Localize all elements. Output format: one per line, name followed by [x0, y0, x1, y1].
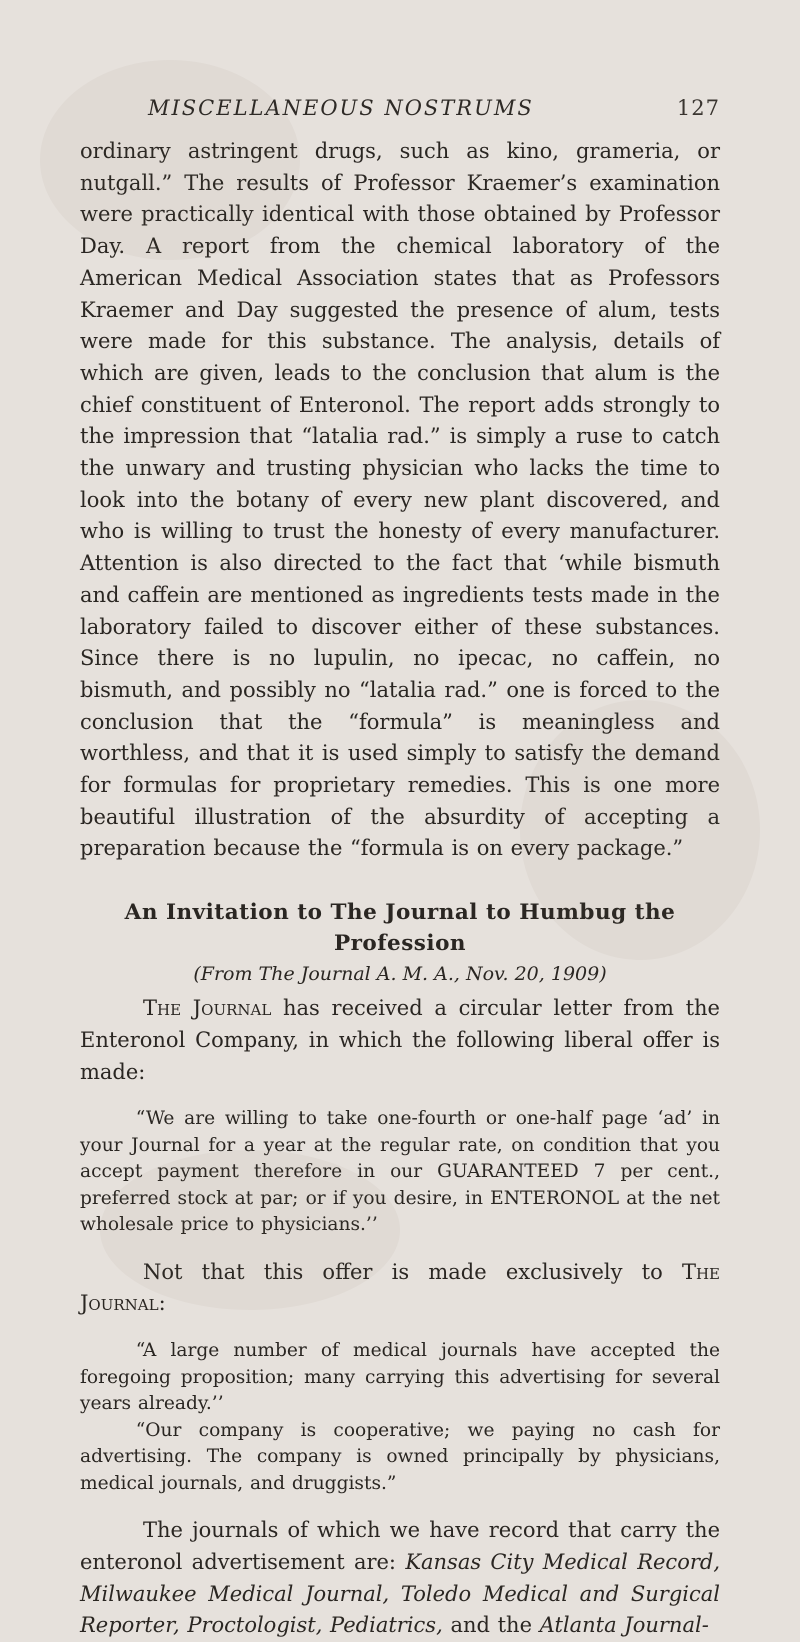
- paragraph-text: :: [158, 1291, 166, 1316]
- running-head: [148, 96, 720, 126]
- journal-name: The Journal: [80, 1259, 720, 1316]
- quoted-claim: “Our company is cooperative; we paying no cash for advertising. The company is owned principally by physicians, medical journals, and druggists.”: [80, 1419, 720, 1494]
- body-paragraph: [80, 1515, 720, 1642]
- journal-list: Atlanta Journal-: [539, 1613, 709, 1638]
- body-paragraph: [80, 993, 720, 1088]
- body-paragraph: ordinary astringent drugs, such as kino, grameria, or nutgall.” The results of Professor Kraemer’s examination were practically identical with those obtained by Professor Day. A report from the chemical laboratory of the American Medical Association states that as Professors Kraemer and Day suggested the presence of alum, tests were made for this substance. The analysis, details of which are given, leads to the conclusion that alum is the chief constituent of Enteronol. The report adds strongly to the impression that “latalia rad.” is simply a ruse to catch the unwary and trusting physician who lacks the time to look into the botany of every new plant discovered, and who is willing to trust the honesty of every manufacturer. Attention is also directed to the fact that ‘while bismuth and caffein are mentioned as ingredients tests made in the laboratory failed to discover either of these substances. Since there is no lupulin, no ipecac, no caffein, no bismuth, and possibly no “latalia rad.” one is forced to the conclusion that the “formula” is meaningless and worthless, and that it is used simply to satisfy the demand for formulas for proprietary remedies. This is one more beautiful illustration of the absurdity of accepting a preparation because the “formula is on every package.”: [80, 139, 720, 861]
- body-paragraph: [80, 1257, 720, 1320]
- quoted-offer: “We are willing to take one-fourth or one-half page ‘ad’ in your Journal for a year at the regular rate, on condition that you accept payment therefore in our GUARANTEED 7 per cent., preferred stock at par; or if you desire, in ENTERONOL at the net wholesale price to physicians.’’: [80, 1108, 720, 1236]
- running-title: MISCELLANEOUS NOSTRUMS: [148, 96, 534, 120]
- page-number: 127: [676, 96, 720, 120]
- paragraph-text: and the: [442, 1613, 540, 1638]
- section-source: (From The Journal A. M. A., Nov. 20, 1909): [193, 963, 607, 986]
- paragraph-text: Not that this offer is made exclusively to: [143, 1259, 682, 1284]
- section-heading: An Invitation to The Journal to Humbug the Profession: [124, 900, 676, 957]
- journal-list: Kansas City Medical Record, Milwaukee Medical Journal, Toledo Medical and Surgical Reporter, Proctologist, Pediatrics,: [80, 1549, 720, 1638]
- quoted-claim: “A large number of medical journals have accepted the foregoing proposition; many carrying this advertising for several years already.’’: [80, 1340, 720, 1415]
- paragraph-text: The journals of which we have record that carry the enteronol advertisement are:: [80, 1518, 720, 1574]
- journal-name: The Journal: [143, 996, 272, 1021]
- paragraph-text: has received a circular letter from the Enteronol Company, in which the following liberal offer is made:: [80, 996, 720, 1084]
